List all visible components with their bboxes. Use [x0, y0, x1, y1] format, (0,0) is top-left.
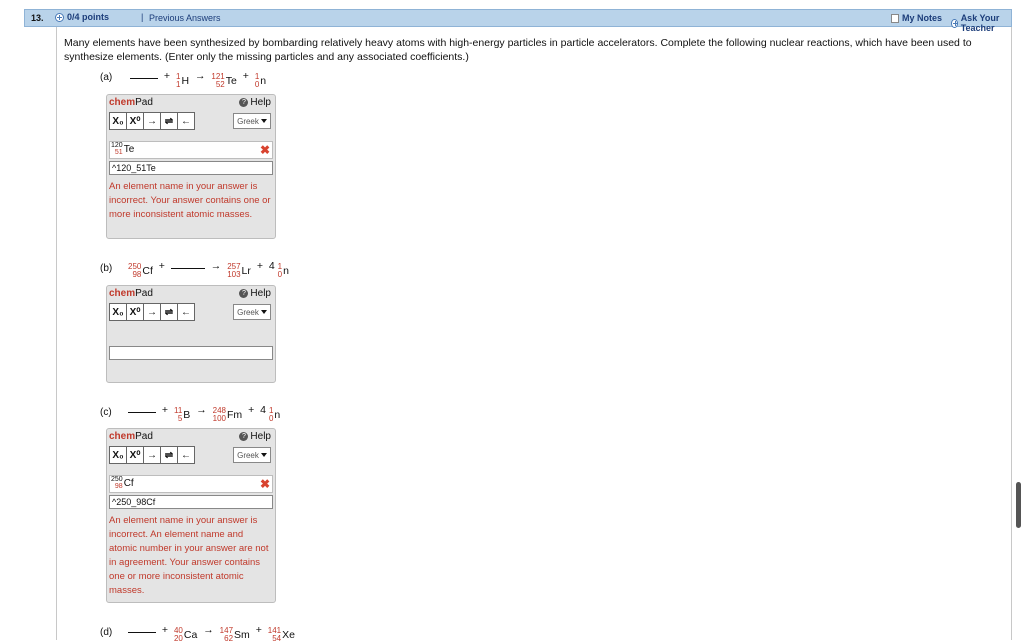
mass-number: 1 — [175, 72, 181, 81]
nuclide — [227, 263, 251, 279]
part-a-equation — [130, 70, 266, 89]
atomic-number: 0 — [268, 414, 274, 423]
plus-sign: + — [158, 260, 165, 272]
chevron-down-icon — [261, 119, 267, 123]
greek-label: Greek — [237, 450, 259, 460]
plus-sign: + — [256, 260, 263, 272]
atomic-number: 98 — [132, 270, 142, 279]
part-d-label: (d) — [100, 627, 113, 638]
preview-atomic: 98 — [114, 483, 123, 490]
answer-blank — [130, 70, 158, 79]
chempad-toolbar — [109, 112, 194, 130]
chempad-toolbar — [109, 303, 194, 321]
equilibrium-button[interactable]: ⇌ — [160, 446, 178, 464]
chempad-brand: chemPad — [109, 431, 153, 442]
help-button[interactable] — [239, 97, 271, 108]
element-symbol: Te — [225, 75, 237, 87]
nuclide — [213, 407, 243, 423]
arrow-button[interactable]: → — [143, 112, 161, 130]
nuclide — [128, 263, 153, 279]
reaction-arrow: → — [203, 624, 214, 636]
nuclide — [268, 627, 295, 643]
answer-input[interactable]: ^120_51Te — [109, 161, 273, 175]
mass-number: 40 — [173, 626, 183, 635]
chempad-toolbar — [109, 446, 194, 464]
plus-sign: + — [255, 624, 262, 636]
error-message: An element name in your answer is incorrect. An element name and atomic number in your answer are not in agreement. Your answer contains one or more inconsistent atomic masses. — [109, 515, 269, 596]
chempad-brand: chemPad — [109, 288, 153, 299]
element-symbol: n — [260, 75, 267, 87]
mass-number: 1 — [254, 72, 260, 81]
nuclide — [174, 407, 190, 423]
greek-dropdown[interactable] — [233, 447, 271, 463]
equilibrium-button[interactable]: ⇌ — [160, 303, 178, 321]
incorrect-x-icon: ✖ — [259, 477, 270, 491]
help-label: Help — [250, 97, 271, 108]
chevron-down-icon — [261, 453, 267, 457]
nuclide — [174, 627, 197, 643]
subscript-button[interactable]: X₀ — [109, 112, 127, 130]
help-icon: ? — [239, 98, 248, 107]
superscript-button[interactable]: X⁰ — [126, 112, 144, 130]
preview-mass: 250 — [111, 476, 123, 483]
part-d-equation — [128, 624, 295, 643]
greek-dropdown[interactable] — [233, 113, 271, 129]
left-arrow-button[interactable]: ← — [177, 112, 195, 130]
atomic-number: 103 — [227, 270, 241, 279]
question-header — [24, 9, 1012, 33]
superscript-button[interactable]: X⁰ — [126, 446, 144, 464]
element-symbol: n — [283, 265, 289, 277]
answer-input[interactable]: ^250_98Cf — [109, 495, 273, 509]
reaction-arrow: → — [194, 70, 206, 82]
atomic-number: 100 — [212, 414, 227, 423]
mass-number: 147 — [219, 626, 234, 635]
plus-sign: + — [163, 70, 171, 82]
element-symbol: Ca — [183, 629, 198, 641]
nuclide — [211, 73, 236, 89]
answer-blank — [128, 624, 156, 633]
part-c-label: (c) — [100, 407, 112, 418]
plus-sign: + — [161, 624, 169, 636]
mass-number: 250 — [128, 262, 142, 271]
element-symbol: Lr — [241, 265, 251, 277]
preview-mass: 120 — [111, 142, 123, 149]
element-symbol: Cf — [142, 265, 153, 277]
coefficient: 4 — [268, 260, 275, 272]
error-message: An element name in your answer is incorrect. Your answer contains one or more inconsistent atomic masses. — [109, 181, 271, 220]
preview-atomic: 51 — [114, 149, 123, 156]
answer-input[interactable] — [109, 346, 273, 360]
answer-preview — [109, 141, 273, 159]
chempad-a — [106, 94, 276, 239]
my-notes-button[interactable] — [891, 13, 942, 23]
atomic-number: 1 — [175, 80, 181, 89]
equilibrium-button[interactable]: ⇌ — [160, 112, 178, 130]
greek-label: Greek — [237, 307, 259, 317]
points-label: 0/4 points — [67, 12, 110, 22]
chempad-c — [106, 428, 276, 603]
answer-blank — [128, 404, 156, 413]
subscript-button[interactable]: X₀ — [109, 446, 127, 464]
atomic-number: 20 — [173, 634, 183, 643]
nuclide — [255, 73, 266, 89]
note-icon — [891, 14, 899, 23]
preview-symbol: Cf — [123, 477, 134, 489]
subscript-button[interactable]: X₀ — [109, 303, 127, 321]
element-symbol: Sm — [234, 629, 250, 641]
part-b-equation — [128, 260, 289, 279]
chevron-down-icon — [261, 310, 267, 314]
question-prompt: Many elements have been synthesized by bombarding relatively heavy atoms with high-energy particles in particle accelerators. Complete the following nuclear reactions, which have been used to synthesize elements. (Enter only the missing particles and any associated coefficients.) — [64, 37, 972, 63]
element-symbol: Fm — [227, 409, 243, 421]
atomic-number: 0 — [277, 270, 283, 279]
answer-blank — [171, 260, 205, 269]
coefficient: 4 — [260, 404, 267, 416]
help-label: Help — [250, 288, 271, 299]
mass-number: 257 — [227, 262, 241, 271]
atomic-number: 52 — [215, 80, 225, 89]
greek-label: Greek — [237, 116, 259, 126]
atomic-number: 54 — [272, 634, 282, 643]
part-c-equation — [128, 404, 280, 423]
greek-dropdown[interactable] — [233, 304, 271, 320]
atomic-number: 62 — [224, 634, 234, 643]
points-toggle[interactable] — [55, 12, 109, 22]
help-button[interactable] — [239, 431, 271, 442]
ask-teacher-label: Ask Your Teacher — [960, 13, 1000, 33]
part-b-label: (b) — [100, 263, 113, 274]
element-symbol: Xe — [282, 629, 295, 641]
reaction-arrow: → — [196, 404, 207, 416]
plus-sign: + — [161, 404, 169, 416]
header-separator: | — [141, 12, 144, 22]
left-arrow-button[interactable]: ← — [177, 303, 195, 321]
element-symbol: H — [181, 75, 190, 87]
answer-preview — [109, 328, 273, 348]
part-a-label: (a) — [100, 72, 113, 83]
left-arrow-button[interactable]: ← — [177, 446, 195, 464]
atomic-number: 5 — [177, 414, 183, 423]
my-notes-label: My Notes — [902, 13, 943, 23]
nuclide — [269, 407, 280, 423]
chempad-brand: chemPad — [109, 97, 153, 108]
chempad-b — [106, 285, 276, 383]
previous-answers-link[interactable]: Previous Answers — [149, 13, 221, 23]
scrollbar-thumb[interactable] — [1016, 482, 1021, 528]
question-number: 13. — [31, 13, 44, 23]
superscript-button[interactable]: X⁰ — [126, 303, 144, 321]
help-button[interactable] — [239, 288, 271, 299]
help-icon: ? — [239, 432, 248, 441]
expand-plus-icon[interactable] — [55, 13, 64, 22]
atomic-number: 0 — [254, 80, 260, 89]
incorrect-x-icon: ✖ — [259, 143, 270, 157]
answer-preview — [109, 475, 273, 493]
nuclide — [278, 263, 289, 279]
help-icon: ? — [239, 289, 248, 298]
mass-number: 121 — [211, 72, 225, 81]
help-label: Help — [250, 431, 271, 442]
preview-symbol: Te — [123, 143, 135, 155]
plus-sign: + — [242, 70, 249, 82]
mass-number: 1 — [268, 406, 274, 415]
nuclide — [176, 73, 189, 89]
element-symbol: B — [183, 409, 191, 421]
nuclide — [220, 627, 250, 643]
arrow-button[interactable]: → — [143, 446, 161, 464]
mass-number: 141 — [267, 626, 282, 635]
mass-number: 248 — [212, 406, 227, 415]
mass-number: 11 — [173, 406, 183, 415]
arrow-button[interactable]: → — [143, 303, 161, 321]
mass-number: 1 — [277, 262, 283, 271]
reaction-arrow: → — [210, 260, 222, 272]
plus-sign: + — [248, 404, 255, 416]
element-symbol: n — [274, 409, 281, 421]
